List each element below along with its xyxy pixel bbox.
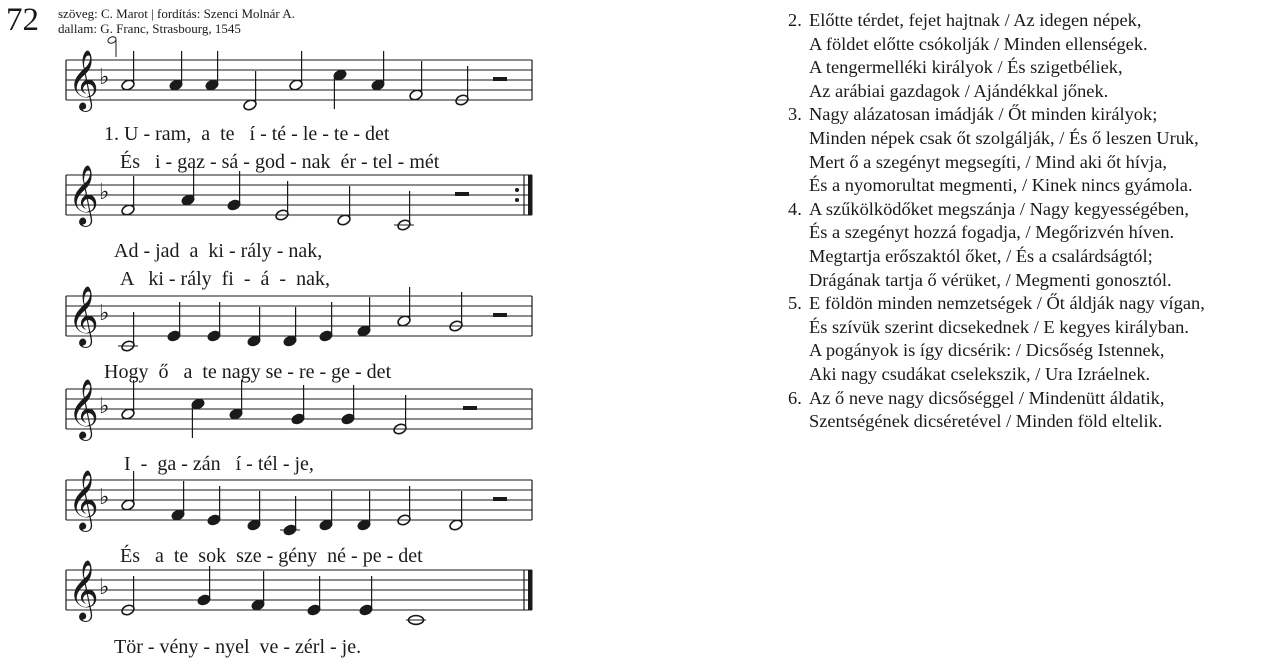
verse-line: Minden népek csak őt szolgálják, / És ő leszen Uruk,: [809, 127, 1199, 148]
half-rest-icon: [493, 77, 507, 81]
treble-clef-icon: 𝄞: [68, 470, 99, 530]
treble-clef-icon: 𝄞: [68, 560, 99, 620]
verses-text: [788, 9, 1205, 434]
verse-line: Szentségének dicséretével / Minden föld eltelik.: [809, 411, 1163, 432]
verse-3: [788, 103, 1205, 197]
flat-icon: ♭: [99, 65, 110, 90]
credits-text: szöveg: C. Marot | fordítás: Szenci Molnár A.: [58, 6, 295, 21]
lyric-line: És i - gaz - sá - god - nak ér - tel - mét: [120, 151, 440, 173]
treble-clef-icon: 𝄞: [68, 286, 99, 346]
half-rest-icon: [455, 192, 469, 196]
repeat-dot: [515, 188, 519, 192]
verse-6: [788, 387, 1205, 434]
verse-4: [788, 198, 1205, 292]
verse-2: [788, 9, 1205, 103]
lyric-line: Tör - vény - nyel ve - zérl - je.: [114, 636, 362, 658]
verse-line: Aki nagy csudákat cselekszik, / Ura Izráelnek.: [809, 363, 1151, 384]
lyric-line: 1. U - ram, a te í - té - le - te - det: [104, 123, 390, 145]
verse-line: E földön minden nemzetségek / Őt áldják nagy vígan,: [809, 293, 1205, 314]
verse-number: 4.: [788, 198, 802, 219]
verse-line: Mert ő a szegényt megsegíti, / Mind aki őt hívja,: [809, 151, 1168, 172]
verse-line: Nagy alázatosan imádják / Őt minden királyok;: [809, 104, 1158, 125]
verse-line: A tengermelléki királyok / És szigetbéliek,: [809, 57, 1123, 78]
verse-number: 6.: [788, 387, 802, 408]
lyric-line: I - ga - zán í - tél - je,: [124, 453, 314, 475]
verse-5: [788, 292, 1205, 386]
hymn-number: 72: [6, 2, 39, 38]
flat-icon: ♭: [99, 394, 110, 419]
verse-number: 3.: [788, 104, 802, 125]
half-rest-icon: [493, 313, 507, 317]
verse-line: Az arábiai gazdagok / Ajándékkal jőnek.: [809, 80, 1109, 101]
verse-line: És szívük szerint dicsekednek / E kegyes királyban.: [809, 316, 1189, 337]
credits-tune: dallam: G. Franc, Strasbourg, 1545: [58, 21, 241, 36]
flat-icon: ♭: [99, 575, 110, 600]
half-rest-icon: [493, 497, 507, 501]
flat-icon: ♭: [99, 180, 110, 205]
half-rest-icon: [463, 406, 477, 410]
final-barline: [528, 570, 533, 610]
treble-clef-icon: 𝄞: [68, 379, 99, 439]
verse-line: Előtte térdet, fejet hajtnak / Az idegen népek,: [809, 10, 1142, 30]
music-score: [0, 0, 560, 668]
verse-line: Az ő neve nagy dicsőséggel / Mindenütt áldatik,: [809, 387, 1165, 408]
verse-line: Drágának tartja ő vérüket, / Megmenti gonosztól.: [809, 269, 1172, 290]
flat-icon: ♭: [99, 485, 110, 510]
verse-line: A pogányok is így dicsérik: / Dicsőség Istennek,: [809, 340, 1165, 361]
treble-clef-icon: 𝄞: [68, 165, 99, 225]
verse-line: A szűkölködőket megszánja / Nagy kegyességében,: [809, 198, 1189, 219]
lyric-line: Ad - jad a ki - rály - nak,: [114, 240, 323, 262]
sheet-music: [0, 0, 560, 668]
final-barline: [528, 175, 533, 215]
lyric-line: Hogy ő a te nagy se - re - ge - det: [104, 361, 392, 383]
verse-line: A földet előtte csókolják / Minden ellenségek.: [809, 33, 1148, 54]
verse-number: 2.: [788, 10, 802, 30]
verse-line: És a nyomorultat megmenti, / Kinek nincs gyámola.: [809, 175, 1193, 196]
flat-icon: ♭: [99, 301, 110, 326]
verse-number: 5.: [788, 293, 802, 314]
lyric-line: A ki - rály fi - á - nak,: [120, 268, 330, 290]
repeat-dot: [515, 198, 519, 202]
verse-line: És a szegényt hozzá fogadja, / Megőrizvén híven.: [809, 222, 1175, 243]
lyric-line: És a te sok sze - gény né - pe - det: [120, 545, 423, 567]
verse-line: Megtartja erőszaktól őket, / És a csalárdságtól;: [809, 245, 1153, 266]
treble-clef-icon: 𝄞: [68, 50, 99, 110]
